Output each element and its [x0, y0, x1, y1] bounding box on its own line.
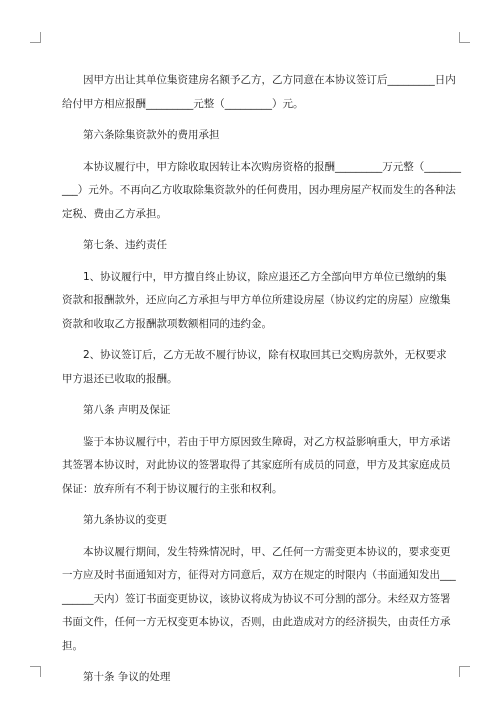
crop-mark-top-left: [30, 32, 41, 43]
document-page: [62, 69, 461, 690]
text-line: 甲方退还已收取的报酬。: [62, 372, 178, 385]
paragraph-payment: [62, 69, 456, 116]
crop-mark-top-right: [459, 32, 470, 43]
paragraph-declaration: [62, 431, 451, 502]
text-line: 本协议履行期间，发生特殊情况时，甲、乙任何一方需变更本协议的，要求变更: [83, 545, 451, 558]
paragraph-breach-2: [62, 344, 447, 391]
text-line: 鉴于本协议履行中，若由于甲方原因致生障碍，对乙方权益影响重大，甲方承诺: [83, 435, 451, 448]
text-line: 2、协议签订后，乙方无故不履行协议，除有权取回其已交购房款外，无权要求: [83, 349, 447, 361]
text-line: 因甲方出让其单位集资建房名额予乙方，乙方同意在本协议签订后_________日内: [83, 74, 456, 86]
text-line: 1、协议履行中，甲方擅自终止协议，除应退还乙方全部向甲方单位已缴纳的集: [83, 270, 447, 283]
text-line: 资款和报酬款外，还应向乙方承担与甲方单位所建设房屋（协议约定的房屋）应缴集: [62, 294, 451, 306]
section-heading-9: 第九条协议的变更: [83, 514, 167, 526]
text-line: 担。: [62, 639, 83, 652]
text-line: 定税、费由乙方承担。: [62, 207, 167, 220]
text-line: 资款和收取乙方报酬款项数额相同的违约金。: [62, 317, 272, 330]
paragraph-cost: [62, 156, 461, 227]
section-heading-7: 第七条、违约责任: [83, 239, 167, 251]
paragraph-amendment: [62, 541, 456, 659]
section-heading-8: 第八条 声明及保证: [83, 404, 171, 416]
text-line: ______天内）签订书面变更协议，该协议将成为协议不可分割的部分。未经双方签署: [62, 592, 451, 605]
crop-mark-bottom-left: [30, 666, 41, 677]
crop-mark-bottom-right: [459, 666, 470, 677]
text-line: 一方应及时书面通知对方，征得对方同意后，双方在规定的时限内（书面通知发出___: [62, 569, 456, 581]
section-heading-10: 第十条 争议的处理: [83, 671, 171, 683]
text-line: 给付甲方相应报酬_________元整（_________）元。: [62, 97, 304, 110]
paragraph-breach-1: [62, 266, 451, 337]
text-line: 保证：放弃所有不利于协议履行的主张和权利。: [62, 482, 283, 495]
text-line: 书面文件，任何一方无权变更本协议，否则，由此造成对方的经济损失，由责任方承: [62, 616, 451, 628]
text-line: 本协议履行中，甲方除收取因转让本次购房资格的报酬_________万元整（_______: [83, 160, 461, 173]
text-line: 其签署本协议时，对此协议的签署取得了其家庭所有成员的同意，甲方及其家庭成员: [62, 459, 451, 471]
section-heading-6: 第六条除集资款外的费用承担: [83, 129, 220, 141]
text-line: ___）元外。不再向乙方收取除集资款外的任何费用，因办理房屋产权而发生的各种法: [62, 184, 456, 196]
